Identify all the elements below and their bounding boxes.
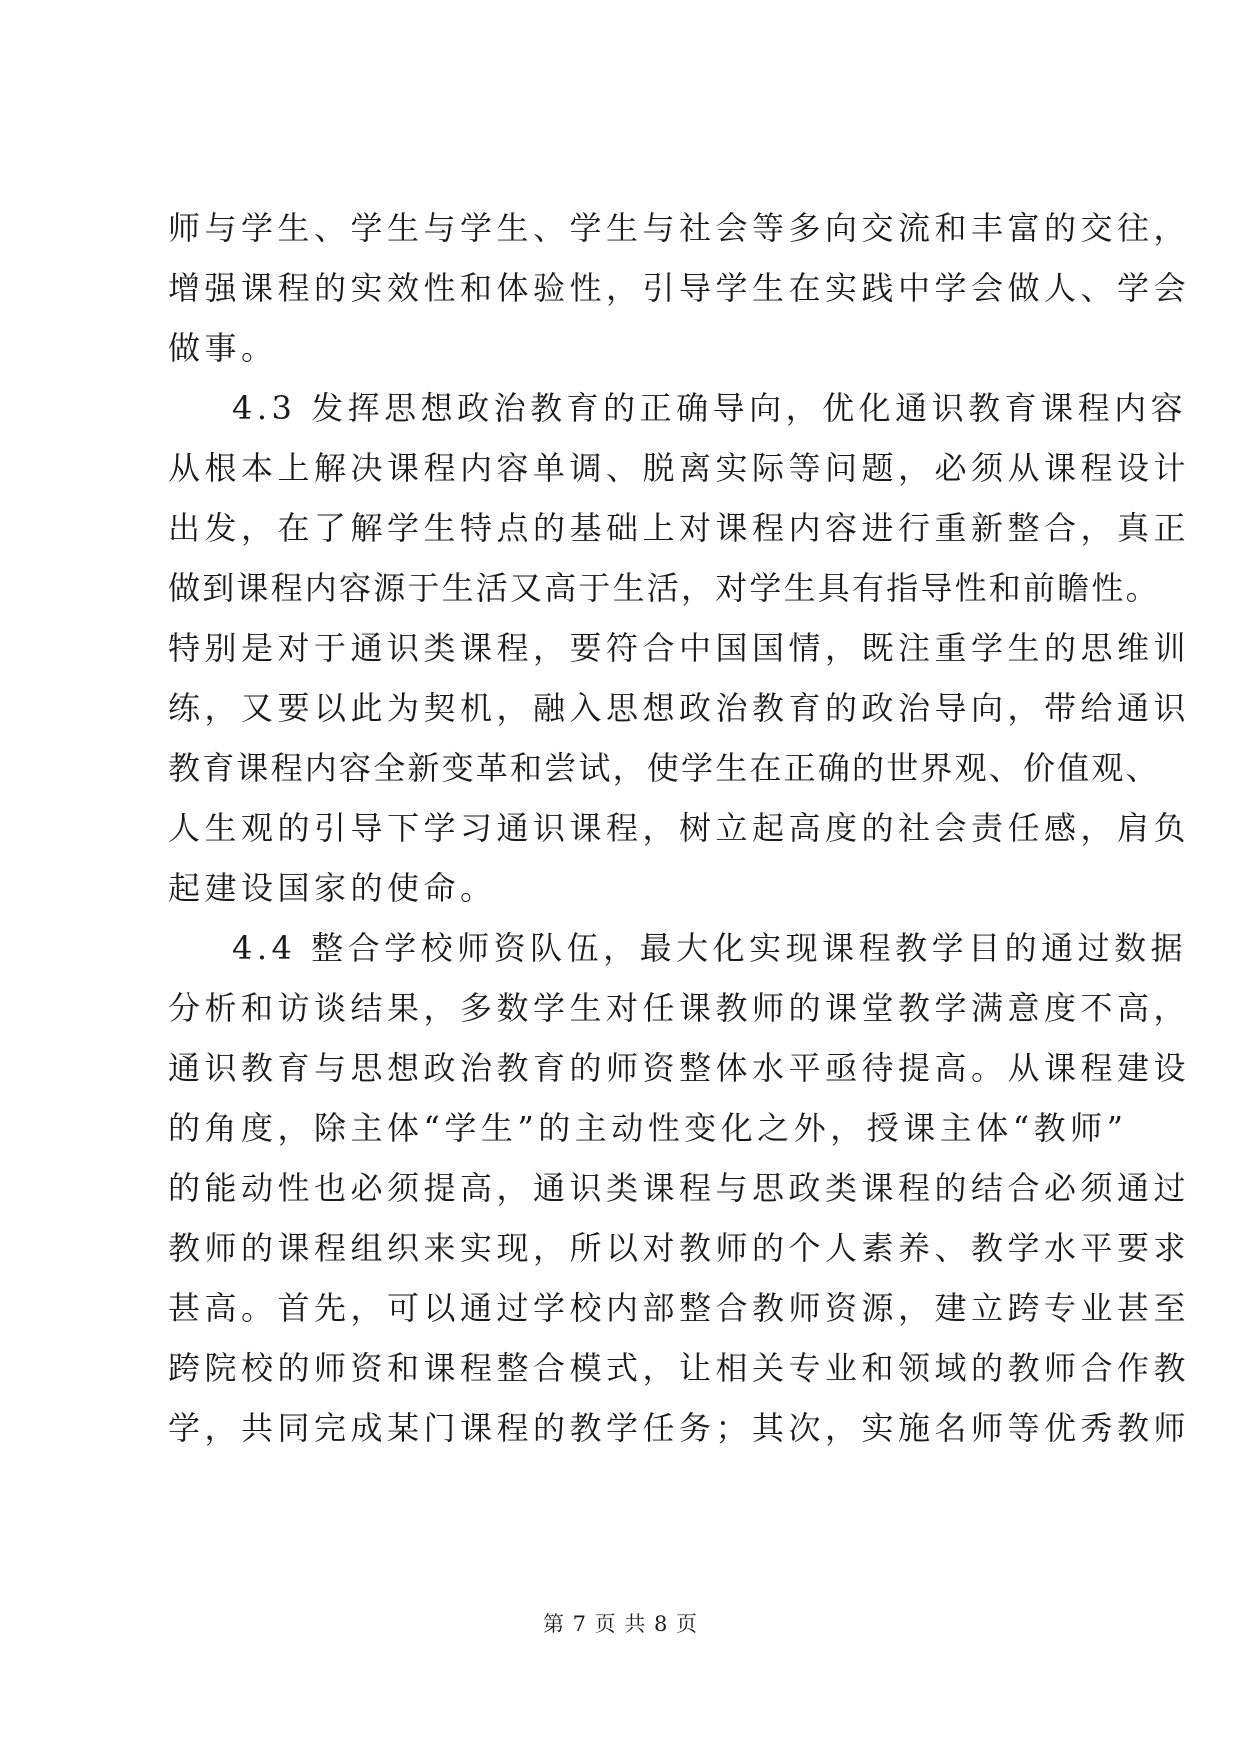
text-line: 通识教育与思想政治教育的师资整体水平亟待提高。从课程建设 [168,1049,1191,1087]
page-footer: 第 7 页 共 8 页 [542,1612,699,1636]
text-line: 练，又要以此为契机，融入思想政治教育的政治导向，带给通识 [168,689,1191,727]
text-line: 特别是对于通识类课程，要符合中国国情，既注重学生的思维训 [168,629,1191,667]
text-line: 教育课程内容全新变革和尝试，使学生在正确的世界观、价值观、 [168,749,1160,787]
section-heading-4-4: 4.4 整合学校师资队伍，最大化实现课程教学目的通过数据 [232,929,1188,967]
text-line: 做到课程内容源于生活又高于生活，对学生具有指导性和前瞻性。 [168,569,1160,607]
text-line: 人生观的引导下学习通识课程，树立起高度的社会责任感，肩负 [168,809,1191,847]
text-line: 学，共同完成某门课程的教学任务；其次，实施名师等优秀教师 [168,1409,1191,1447]
text-line: 增强课程的实效性和体验性，引导学生在实践中学会做人、学会 [168,269,1191,307]
section-heading-4-3: 4.3 发挥思想政治教育的正确导向，优化通识教育课程内容 [232,389,1188,427]
text-line: 跨院校的师资和课程整合模式，让相关专业和领域的教师合作教 [168,1349,1191,1387]
text-line: 起建设国家的使命。 [168,869,497,907]
text-line: 出发，在了解学生特点的基础上对课程内容进行重新整合，真正 [168,509,1191,547]
text-line: 的角度，除主体“学生”的主动性变化之外，授课主体“教师” [168,1109,1128,1147]
text-line: 从根本上解决课程内容单调、脱离实际等问题，必须从课程设计 [168,449,1191,487]
text-line: 做事。 [168,329,278,367]
text-line: 分析和访谈结果，多数学生对任课教师的课堂教学满意度不高， [168,989,1191,1027]
text-line: 的能动性也必须提高，通识类课程与思政类课程的结合必须通过 [168,1169,1191,1207]
text-line: 师与学生、学生与学生、学生与社会等多向交流和丰富的交往， [168,209,1191,247]
text-line: 甚高。首先，可以通过学校内部整合教师资源，建立跨专业甚至 [168,1289,1191,1327]
text-line: 教师的课程组织来实现，所以对教师的个人素养、教学水平要求 [168,1229,1191,1267]
